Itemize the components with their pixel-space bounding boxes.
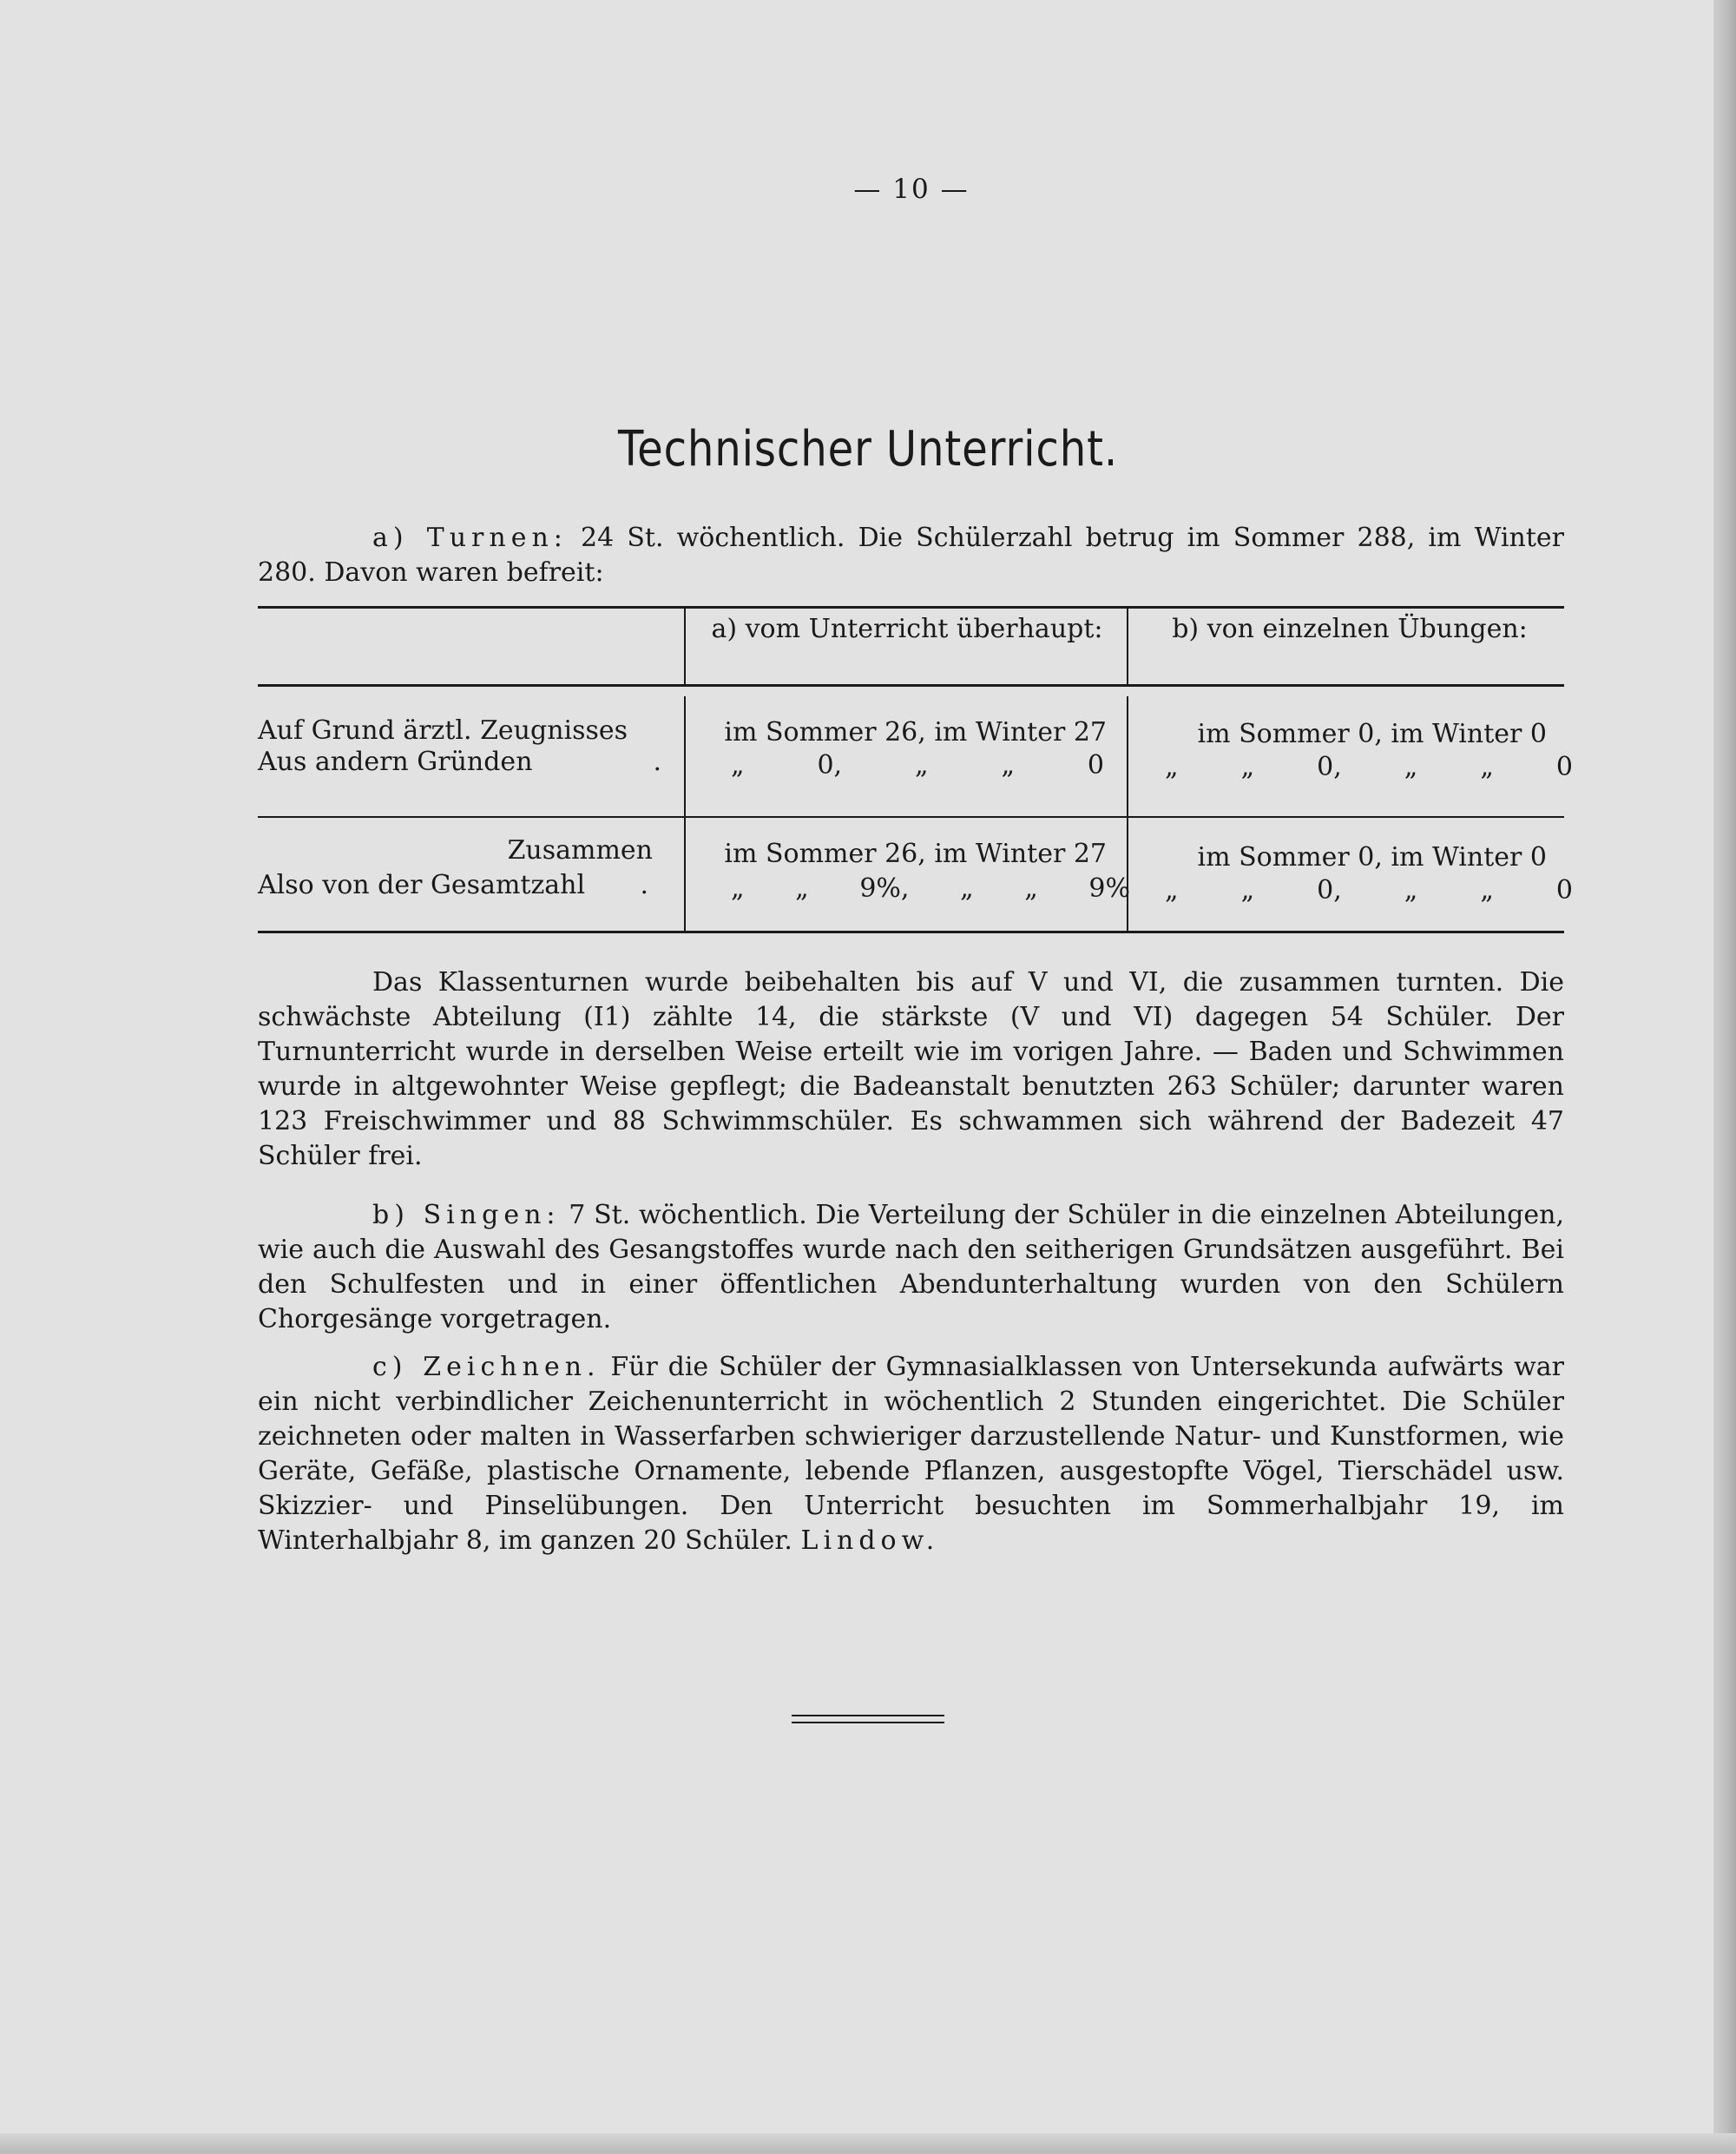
table-pct-label (258, 870, 648, 901)
table-total-label: Zusammen (507, 835, 653, 866)
ditto-mark: „ (1001, 750, 1015, 781)
table-col-divider-header-2 (1127, 608, 1128, 684)
table-top-rule (258, 606, 1564, 609)
table-bottom-rule (258, 931, 1564, 933)
table-value: 0 (1087, 750, 1104, 781)
ditto-mark: „ (795, 873, 809, 904)
section-end-rule (792, 1715, 944, 1723)
teacher-name: Lindow. (800, 1525, 940, 1556)
ditto-mark: „ (1165, 875, 1179, 906)
ditto-mark: „ (1480, 875, 1494, 906)
table-value: 0 (1555, 875, 1573, 906)
table-value: 9% (1088, 873, 1130, 904)
ditto-mark: „ (1024, 873, 1038, 904)
table-value: 0, (1317, 875, 1342, 906)
table-value: 0, (817, 750, 843, 781)
turnen-text: 24 St. wöchentlich. Die Schülerzahl betrug im Sommer 288, im Winter 280. Davon waren befreit: (258, 523, 1564, 588)
ditto-mark: „ (1404, 752, 1418, 782)
table-value: 9%, (859, 873, 910, 904)
table-pct-label-text: Also von der Gesamtzahl (258, 870, 586, 900)
table-pct-b (1139, 875, 1585, 906)
table-header-rule (258, 684, 1564, 687)
table-value: 0, (1317, 752, 1342, 782)
table-row-label: Auf Grund ärztl. Zeugnisses (258, 715, 628, 746)
page-number: — 10 — (853, 174, 970, 205)
table-value: 0 (1555, 752, 1573, 782)
paragraph-turnen: Das Klassenturnen wurde beibehalten bis auf V und VI, die zusammen turnten. Die schwächste Abteilung (I1) zählte 14, die stärkste (V und VI) dagegen 54 Schüler. Der Turnunterricht wurde in derselben Weise erteilt wie im vorigen Jahre. — Baden und Schwimmen wurde in altgewohnter Weise gepflegt; die Badeanstalt benutzten 263 Schüler; darunter waren 123 Freischwimmer und 88 Schwimmschüler. Es schwammen sich während der Badezeit 47 Schüler frei. (258, 967, 1564, 1171)
ditto-mark: „ (731, 873, 745, 904)
table-pct-label-dot: . (640, 870, 648, 900)
ditto-mark: „ (1480, 752, 1494, 782)
page-edge-bottom (0, 2133, 1736, 2154)
table-total-b: im Sommer 0, im Winter 0 (1197, 842, 1547, 873)
singen-text: 7 St. wöchentlich. Die Verteilung der Schüler in die einzelnen Abteilungen, wie auch die Auswahl des Gesangstoffes wurde nach den seitherigen Grundsätzen ausgeführt. Bei den Schulfesten und in einer öffentlichen Abendunterhaltung wurden von den Schülern Chorgesänge vorgetragen. (258, 1200, 1564, 1334)
ditto-mark: „ (1165, 752, 1179, 782)
ditto-mark: „ (731, 750, 745, 781)
ditto-mark: „ (1240, 875, 1255, 906)
ditto-mark: „ (914, 750, 929, 781)
table-col-divider-header (684, 608, 686, 684)
zeichnen-text: Für die Schüler der Gymnasialklassen von Untersekunda aufwärts war ein nicht verbindlicher Zeichenunterricht in wöchentlich 2 Stunden eingerichtet. Die Schüler zeichneten oder malten in Wasserfarben schwieriger darzustellende Natur- und Kunstformen, wie Geräte, Gefäße, plastische Ornamente, lebende Pflanzen, ausgestopfte Vögel, Tierschädel usw. Skizzier- und Pinselübungen. Den Unterricht besuchten im Sommerhalbjahr 19, im Winterhalbjahr 8, im ganzen 20 Schüler. (258, 1352, 1565, 1556)
paragraph-zeichnen (258, 1350, 1564, 1558)
table-cell (1139, 752, 1585, 783)
singen-label: b) Singen: (372, 1200, 561, 1230)
table-cell: im Sommer 26, im Winter 27 (724, 717, 1107, 748)
table-row-label-dot: . (653, 747, 661, 777)
table-total-a: im Sommer 26, im Winter 27 (724, 839, 1107, 869)
table-col-divider-body (684, 696, 686, 932)
ditto-mark: „ (1404, 875, 1418, 906)
table-pct-a (705, 873, 1142, 905)
ditto-mark: „ (960, 873, 974, 904)
page-edge-right (1713, 0, 1736, 2154)
turnen-intro (258, 521, 1564, 590)
zeichnen-label: c) Zeichnen. (372, 1352, 601, 1382)
table-row-label (258, 747, 661, 778)
turnen-label: a) Turnen: (372, 523, 568, 553)
paragraph-singen (258, 1198, 1564, 1337)
table-cell: im Sommer 0, im Winter 0 (1197, 719, 1547, 749)
table-cell (705, 750, 1116, 781)
table-row-label-text: Aus andern Gründen (258, 747, 533, 777)
section-heading: Technischer Unterricht. (617, 421, 1118, 478)
ditto-mark: „ (1240, 752, 1255, 782)
table-sum-rule (258, 816, 1564, 818)
table-header-col-b: b) von einzelnen Übungen: (1172, 614, 1528, 644)
table-header-col-a: a) vom Unterricht überhaupt: (711, 614, 1103, 644)
